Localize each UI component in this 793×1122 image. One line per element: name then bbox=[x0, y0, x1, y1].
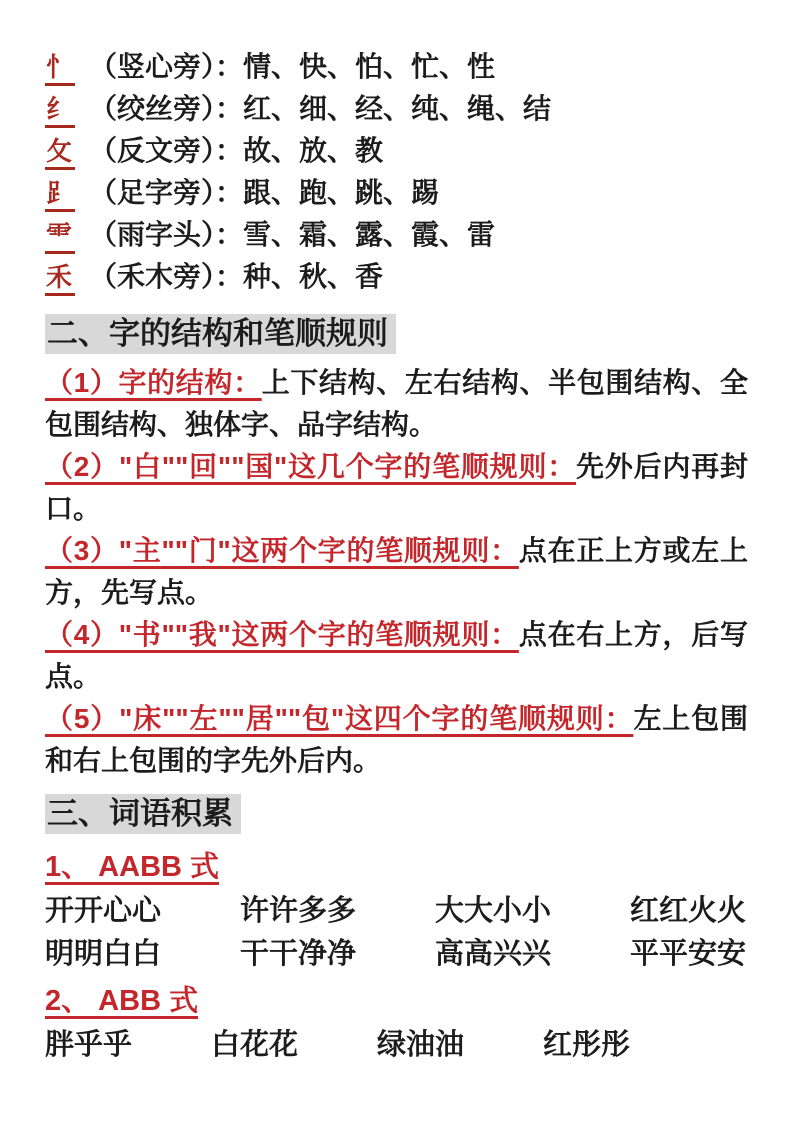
section2-title: 二、字的结构和笔顺规则 bbox=[45, 314, 396, 354]
rule-text: 先外后内再封口。 bbox=[45, 451, 748, 524]
rule-label: （3）"主""门"这两个字的笔顺规则： bbox=[45, 535, 519, 566]
radical-line bbox=[45, 130, 748, 172]
word-item: 明明白白 bbox=[45, 938, 162, 970]
radical-examples: 雪、霜、露、霞、雷 bbox=[243, 219, 496, 250]
word-item: 红彤彤 bbox=[543, 1029, 631, 1061]
word-row bbox=[45, 933, 748, 976]
section2-header bbox=[45, 314, 748, 354]
radical-name: （竖心旁）： bbox=[89, 51, 244, 82]
word-item: 大大小小 bbox=[435, 895, 552, 927]
radical-name: （绞丝旁）： bbox=[89, 93, 244, 124]
group-label-aabb: 1、 AABB 式 bbox=[45, 851, 220, 883]
rule-item bbox=[45, 614, 748, 698]
rule-text: 点在正上方或左上方，先写点。 bbox=[45, 535, 748, 608]
rule-item bbox=[45, 446, 748, 530]
section3-header bbox=[45, 794, 748, 834]
radical-char: 禾 bbox=[45, 262, 75, 296]
radical-char: ⻗ bbox=[45, 220, 75, 254]
word-item: 绿油油 bbox=[377, 1029, 465, 1061]
word-item: 高高兴兴 bbox=[435, 938, 552, 970]
rule-item bbox=[45, 698, 748, 782]
radical-examples: 种、秋、香 bbox=[243, 261, 384, 292]
word-item: 胖乎乎 bbox=[45, 1029, 133, 1061]
word-item: 许许多多 bbox=[240, 895, 357, 927]
rule-item bbox=[45, 362, 748, 446]
rule-item bbox=[45, 530, 748, 614]
radical-line bbox=[45, 88, 748, 130]
word-group-abb bbox=[45, 976, 748, 1067]
radical-line bbox=[45, 172, 748, 214]
word-item: 平平安安 bbox=[630, 938, 747, 970]
radical-char: ⻊ bbox=[45, 178, 75, 212]
radical-examples: 情、快、怕、忙、性 bbox=[243, 51, 496, 82]
radical-examples: 红、细、经、纯、绳、结 bbox=[243, 93, 552, 124]
word-group-aabb bbox=[45, 842, 748, 976]
word-item: 开开心心 bbox=[45, 895, 162, 927]
rule-label: （5）"床""左""居""包"这四个字的笔顺规则： bbox=[45, 703, 634, 734]
radical-name: （足字旁）： bbox=[89, 177, 244, 208]
group-label-abb: 2、 ABB 式 bbox=[45, 985, 199, 1017]
radical-char: 忄 bbox=[45, 52, 75, 86]
radical-line bbox=[45, 46, 748, 88]
word-row bbox=[45, 890, 748, 933]
rule-label: （2）"白""回""国"这几个字的笔顺规则： bbox=[45, 451, 577, 482]
word-item: 干干净净 bbox=[240, 938, 357, 970]
word-item: 红红火火 bbox=[630, 895, 747, 927]
word-row bbox=[45, 1024, 748, 1067]
radical-line bbox=[45, 256, 748, 298]
rule-text: 上下结构、左右结构、半包围结构、全包围结构、独体字、品字结构。 bbox=[45, 367, 748, 440]
rule-text: 点在右上方，后写点。 bbox=[45, 619, 748, 692]
radical-examples: 跟、跑、跳、踢 bbox=[243, 177, 440, 208]
section3-title: 三、词语积累 bbox=[45, 794, 241, 834]
radical-name: （反文旁）： bbox=[89, 135, 244, 166]
rule-text: 左上包围和右上包围的字先外后内。 bbox=[45, 703, 748, 776]
radical-examples: 故、放、教 bbox=[243, 135, 384, 166]
radical-char: 攵 bbox=[45, 136, 75, 170]
radical-char: 纟 bbox=[45, 94, 75, 128]
radical-name: （雨字头）： bbox=[89, 219, 244, 250]
radical-name: （禾木旁）： bbox=[89, 261, 244, 292]
word-item: 白花花 bbox=[211, 1029, 299, 1061]
radical-list bbox=[45, 46, 748, 298]
rule-label: （4）"书""我"这两个字的笔顺规则： bbox=[45, 619, 519, 650]
rule-label: （1）字的结构： bbox=[45, 367, 262, 398]
radical-line bbox=[45, 214, 748, 256]
